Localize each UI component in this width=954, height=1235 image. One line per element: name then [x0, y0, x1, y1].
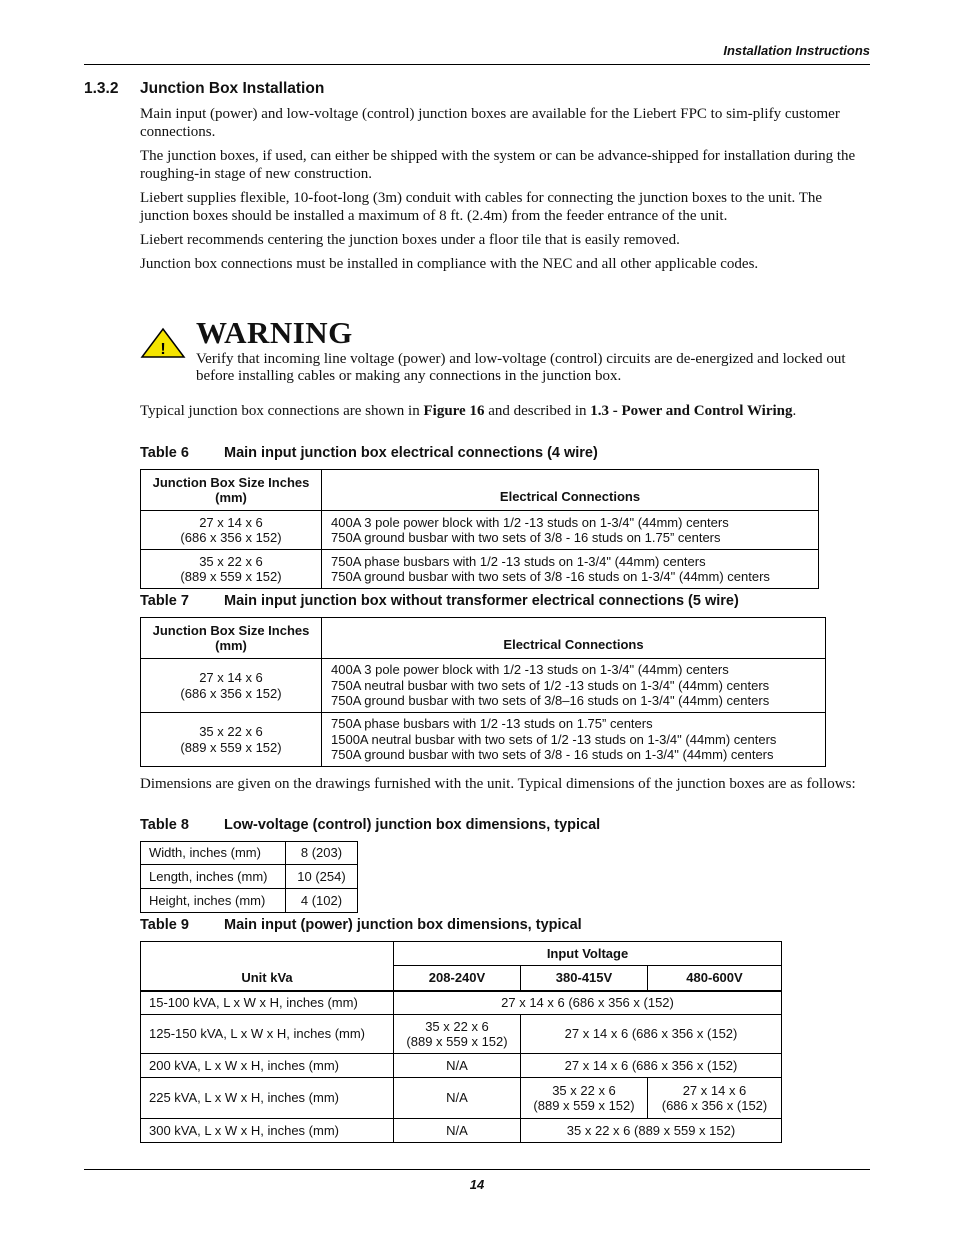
table-title: Main input junction box electrical connections (4 wire)	[224, 445, 598, 461]
voltage-header: 480-600V	[648, 966, 782, 991]
table-row	[141, 659, 826, 713]
unit-name: 15-100 kVA, L x W x H, inches (mm)	[141, 991, 394, 1015]
warning-triangle-icon	[140, 327, 186, 359]
dimension-name: Length, inches (mm)	[141, 865, 286, 889]
voltage-header: 208-240V	[394, 966, 521, 991]
reference-paragraph	[140, 402, 868, 420]
header-cell: Junction Box Size Inches (mm)	[141, 470, 322, 511]
table6-caption	[140, 445, 598, 461]
unit-name: 125-150 kVA, L x W x H, inches (mm)	[141, 1015, 394, 1054]
table-label: Table 9	[140, 917, 189, 933]
unit-name: 225 kVA, L x W x H, inches (mm)	[141, 1078, 394, 1119]
paragraph: Junction box connections must be installed in compliance with the NEC and all other applicable codes.	[140, 256, 759, 272]
footer-rule	[84, 1169, 870, 1170]
table-row	[141, 1015, 782, 1054]
running-header: Installation Instructions	[723, 43, 870, 58]
svg-text:!: !	[160, 341, 166, 358]
table-title: Low-voltage (control) junction box dimensions, typical	[224, 817, 601, 833]
header-rule	[84, 64, 870, 65]
table-row	[141, 1119, 782, 1143]
table-header-row	[141, 618, 826, 659]
dimensions-paragraph: Dimensions are given on the drawings furnished with the unit. Typical dimensions of the junction boxes are as follows:	[140, 776, 856, 792]
table-row	[141, 713, 826, 767]
dimension-cell: 35 x 22 x 6 (889 x 559 x 152)	[521, 1078, 648, 1119]
table7	[140, 617, 826, 767]
table-label: Table 8	[140, 817, 189, 833]
dimension-cell: N/A	[394, 1078, 521, 1119]
table8	[140, 841, 358, 913]
dimension-name: Width, inches (mm)	[141, 842, 286, 865]
paragraph: Liebert recommends centering the junction boxes under a floor tile that is easily removed.	[140, 232, 680, 248]
table-row	[141, 889, 358, 913]
unit-name: 300 kVA, L x W x H, inches (mm)	[141, 1119, 394, 1143]
table-row	[141, 1054, 782, 1078]
paragraph: Liebert supplies flexible, 10-foot-long (3m) conduit with cables for connecting the junction boxes to the unit. The junction boxes should be installed a maximum of 8 ft. (2.4m) from the feeder entrance of the unit.	[140, 190, 823, 224]
table-label: Table 6	[140, 445, 189, 461]
size-cell: 27 x 14 x 6 (686 x 356 x 152)	[141, 659, 322, 713]
connections-cell: 400A 3 pole power block with 1/2 -13 studs on 1-3/4" (44mm) centers 750A ground busbar with two sets of 3/8 - 16 studs on 1.75” centers	[322, 511, 819, 550]
size-cell: 35 x 22 x 6 (889 x 559 x 152)	[141, 550, 322, 589]
table-row	[141, 865, 358, 889]
dimension-cell: 27 x 14 x 6 (686 x 356 x (152)	[521, 1015, 782, 1054]
reference-middle: and described in	[484, 403, 591, 419]
table-row	[141, 842, 358, 865]
dimension-cell: N/A	[394, 1119, 521, 1143]
section-link[interactable]: 1.3 - Power and Control Wiring	[590, 403, 793, 419]
size-cell: 27 x 14 x 6 (686 x 356 x 152)	[141, 511, 322, 550]
intro-paragraphs	[140, 105, 868, 273]
table-header-row	[141, 942, 782, 966]
table-row	[141, 511, 819, 550]
table-row	[141, 550, 819, 589]
table-row	[141, 1078, 782, 1119]
table-title: Main input (power) junction box dimensions, typical	[224, 917, 582, 933]
table-row	[141, 991, 782, 1015]
dimension-value: 4 (102)	[286, 889, 358, 913]
dimension-cell: 27 x 14 x 6 (686 x 356 x (152)	[394, 991, 782, 1015]
dimension-cell: N/A	[394, 1054, 521, 1078]
connections-cell: 750A phase busbars with 1/2 -13 studs on 1-3/4" (44mm) centers 750A ground busbar with two sets of 3/8 -16 studs on 1-3/4" (44mm) centers	[322, 550, 819, 589]
table-header-row	[141, 470, 819, 511]
connections-cell: 750A phase busbars with 1/2 -13 studs on 1.75” centers 1500A neutral busbar with two sets of 1/2 -13 studs on 1-3/4" (44mm) centers 750A ground busbar with two sets of 3/8 - 16 studs on 1-3/4" (44mm) centers	[322, 713, 826, 767]
table-title: Main input junction box without transformer electrical connections (5 wire)	[224, 593, 739, 609]
dimension-cell: 35 x 22 x 6 (889 x 559 x 152)	[521, 1119, 782, 1143]
header-cell: Junction Box Size Inches (mm)	[141, 618, 322, 659]
header-cell: Electrical Connections	[322, 618, 826, 659]
page-number: 14	[469, 1177, 485, 1192]
paragraph: Main input (power) and low-voltage (control) junction boxes are available for the Liebert FPC to sim-plify customer connections.	[140, 106, 840, 140]
voltage-header: 380-415V	[521, 966, 648, 991]
warning-title: WARNING	[196, 315, 353, 350]
reference-prefix: Typical junction box connections are shown in	[140, 403, 424, 419]
warning-text: Verify that incoming line voltage (power) and low-voltage (control) circuits are de-energized and locked out before installing cables or making any connections in the junction box.	[196, 351, 846, 384]
dimension-value: 8 (203)	[286, 842, 358, 865]
section-title: Junction Box Installation	[140, 80, 325, 97]
paragraph: The junction boxes, if used, can either be shipped with the system or can be advance-shipped for installation during the roughing-in stage of new construction.	[140, 148, 856, 182]
reference-suffix: .	[792, 403, 797, 419]
size-cell: 35 x 22 x 6 (889 x 559 x 152)	[141, 713, 322, 767]
dimension-value: 10 (254)	[286, 865, 358, 889]
header-cell: Electrical Connections	[322, 470, 819, 511]
table6	[140, 469, 819, 589]
table7-caption	[140, 593, 739, 609]
dimension-name: Height, inches (mm)	[141, 889, 286, 913]
table8-caption	[140, 817, 600, 833]
connections-cell: 400A 3 pole power block with 1/2 -13 studs on 1-3/4" (44mm) centers 750A neutral busbar with two sets of 1/2 -13 studs on 1-3/4" (44mm) centers 750A ground busbar with two sets of 3/8–16 studs on 1-3/4" (44mm) centers	[322, 659, 826, 713]
unit-name: 200 kVA, L x W x H, inches (mm)	[141, 1054, 394, 1078]
dimension-cell: 35 x 22 x 6 (889 x 559 x 152)	[394, 1015, 521, 1054]
table-label: Table 7	[140, 593, 189, 609]
dimension-cell: 27 x 14 x 6 (686 x 356 x (152)	[648, 1078, 782, 1119]
unit-kva-header: Unit kVa	[141, 942, 394, 991]
input-voltage-header: Input Voltage	[394, 942, 782, 966]
section-number: 1.3.2	[84, 80, 119, 97]
dimension-cell: 27 x 14 x 6 (686 x 356 x (152)	[521, 1054, 782, 1078]
figure-link[interactable]: Figure 16	[423, 403, 485, 419]
table9-caption	[140, 917, 582, 933]
table9	[140, 941, 782, 1143]
